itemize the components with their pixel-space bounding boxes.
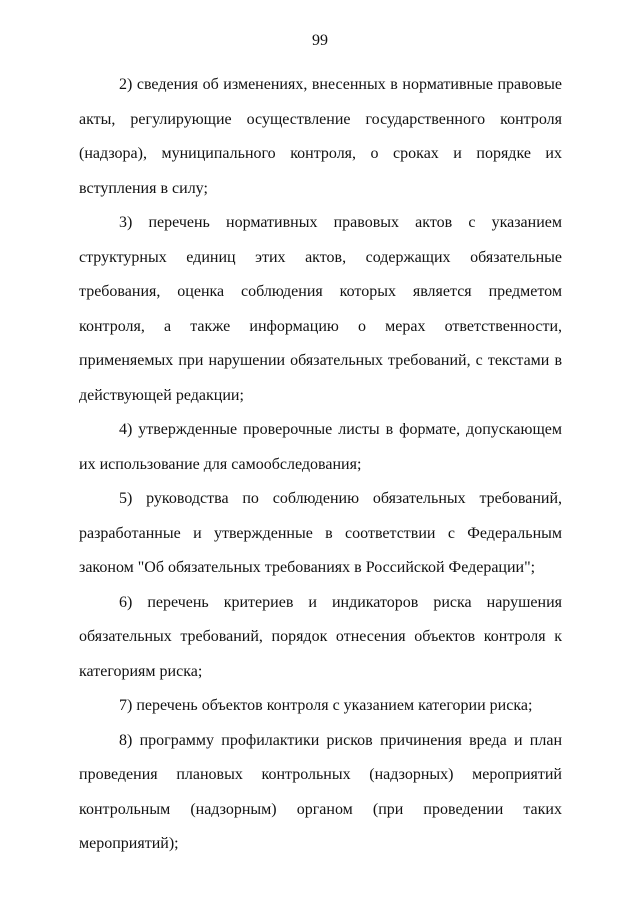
page-number: 99 <box>312 32 328 49</box>
paragraph-item-7: 7) перечень объектов контроля с указанием категории риска; <box>119 697 533 714</box>
paragraph-item-2: 2) сведения об изменениях, внесенных в нормативные правовые акты, регулирующие осуществление государственного контроля (надзора), муниципального контроля, о сроках и порядке их вступления в силу; <box>79 76 562 197</box>
paragraph-item-3: 3) перечень нормативных правовых актов с указанием структурных единиц этих актов, содержащих обязательные требования, оценка соблюдения которых является предметом контроля, а также информацию о мерах ответственности, применяемых при нарушении обязательных требований, с текстами в действующей редакции; <box>79 214 562 404</box>
paragraph-item-5: 5) руководства по соблюдению обязательных требований, разработанные и утвержденные в соответствии с Федеральным законом "Об обязательных требованиях в Российской Федерации"; <box>79 490 562 576</box>
paragraph-item-6: 6) перечень критериев и индикаторов риска нарушения обязательных требований, порядок отнесения объектов контроля к категориям риска; <box>79 593 562 680</box>
paragraph-item-8: 8) программу профилактики рисков причинения вреда и план проведения плановых контрольных (надзорных) мероприятий контрольным (надзорным) органом (при проведении таких мероприятий); <box>79 731 562 852</box>
paragraph-item-4: 4) утвержденные проверочные листы в формате, допускающем их использование для самообследования; <box>79 421 562 473</box>
document-body <box>79 68 562 862</box>
